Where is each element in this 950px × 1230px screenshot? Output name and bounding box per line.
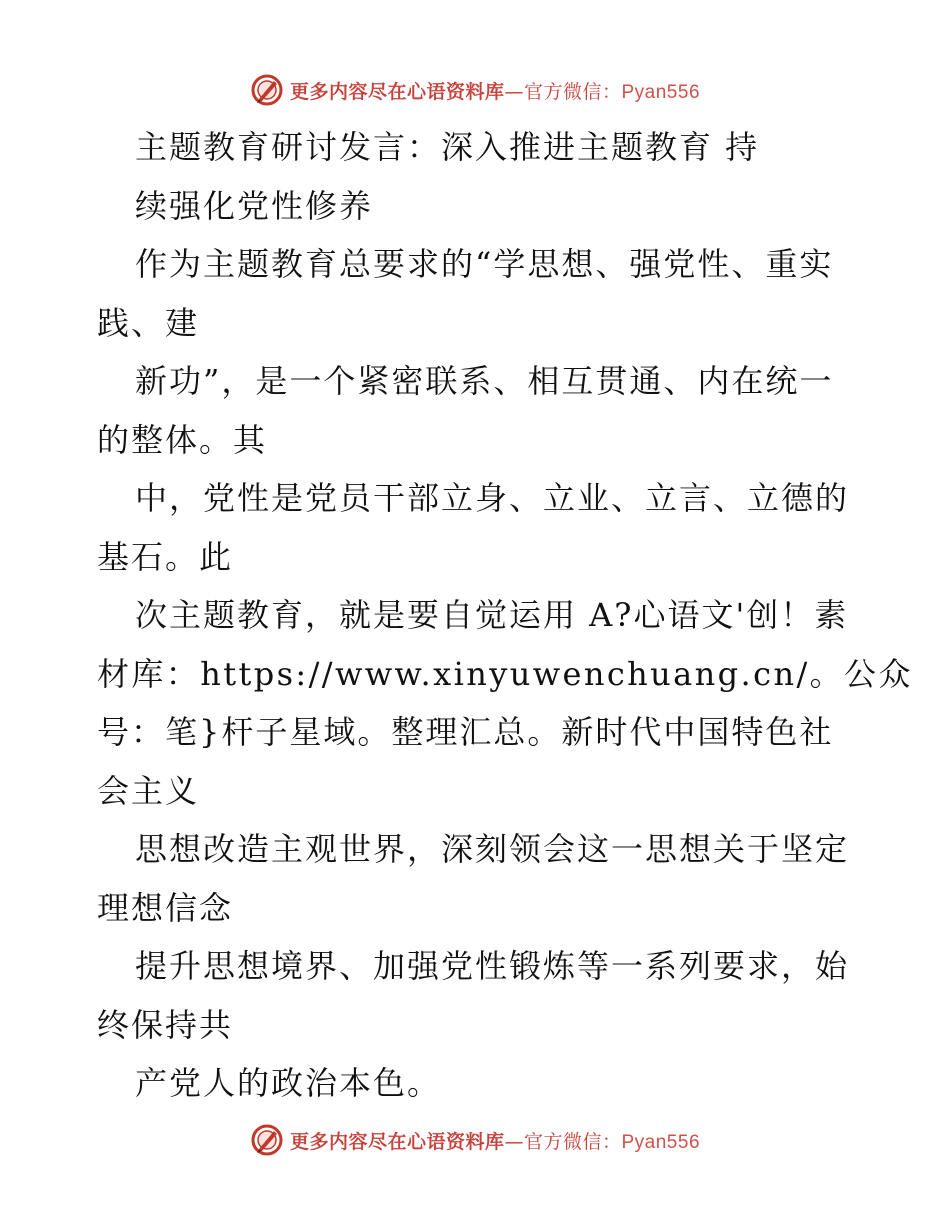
doc-line-9: 次主题教育，就是要自觉运用 A?心语文'创！素 (135, 596, 849, 634)
doc-line-15: 提升思想境界、加强党性锻炼等一系列要求，始 (135, 947, 850, 985)
quill-logo-icon (250, 1123, 284, 1157)
quill-logo-icon (250, 73, 284, 107)
doc-line-7: 中，党性是党员干部立身、立业、立言、立德的 (135, 479, 850, 517)
header-banner (0, 70, 950, 110)
footer-wechat-label: 官方微信： (523, 1130, 622, 1153)
header-banner-prefix: 更多内容尽在心语资料库 (289, 80, 505, 103)
header-wechat-label: 官方微信： (523, 80, 622, 103)
doc-line-2: 续强化党性修养 (135, 186, 374, 225)
doc-line-16: 终保持共 (97, 1005, 234, 1044)
doc-line-13: 思想改造主观世界，深刻领会这一思想关于坚定 (135, 830, 850, 868)
footer-wechat-id: Pyan556 (621, 1131, 701, 1153)
doc-line-17: 产党人的政治本色。 (135, 1064, 442, 1102)
header-wechat-id: Pyan556 (621, 81, 701, 103)
doc-line-4: 践、建 (97, 303, 200, 342)
document-body (97, 118, 913, 1113)
doc-line-1: 主题教育研讨发言：深入推进主题教育 持 (135, 128, 760, 166)
doc-line-12: 会主义 (97, 771, 200, 810)
doc-line-5: 新功”，是一个紧密联系、相互贯通、内在统一 (135, 362, 834, 400)
doc-line-14: 理想信念 (97, 888, 234, 927)
doc-line-11: 号：笔}杆子星域。整理汇总。新时代中国特色社 (97, 713, 834, 751)
footer-banner (0, 1120, 950, 1160)
doc-line-6: 的整体。其 (97, 420, 268, 459)
doc-line-10: 材库：https://www.xinyuwenchuang.cn/。公众 (97, 654, 913, 693)
footer-banner-text (290, 1127, 700, 1154)
doc-line-3: 作为主题教育总要求的“学思想、强党性、重实 (135, 245, 834, 283)
header-banner-dash: — (504, 80, 524, 103)
footer-banner-prefix: 更多内容尽在心语资料库 (289, 1130, 505, 1153)
footer-banner-dash: — (504, 1130, 524, 1153)
doc-line-8: 基石。此 (97, 537, 234, 576)
header-banner-text (290, 77, 700, 104)
